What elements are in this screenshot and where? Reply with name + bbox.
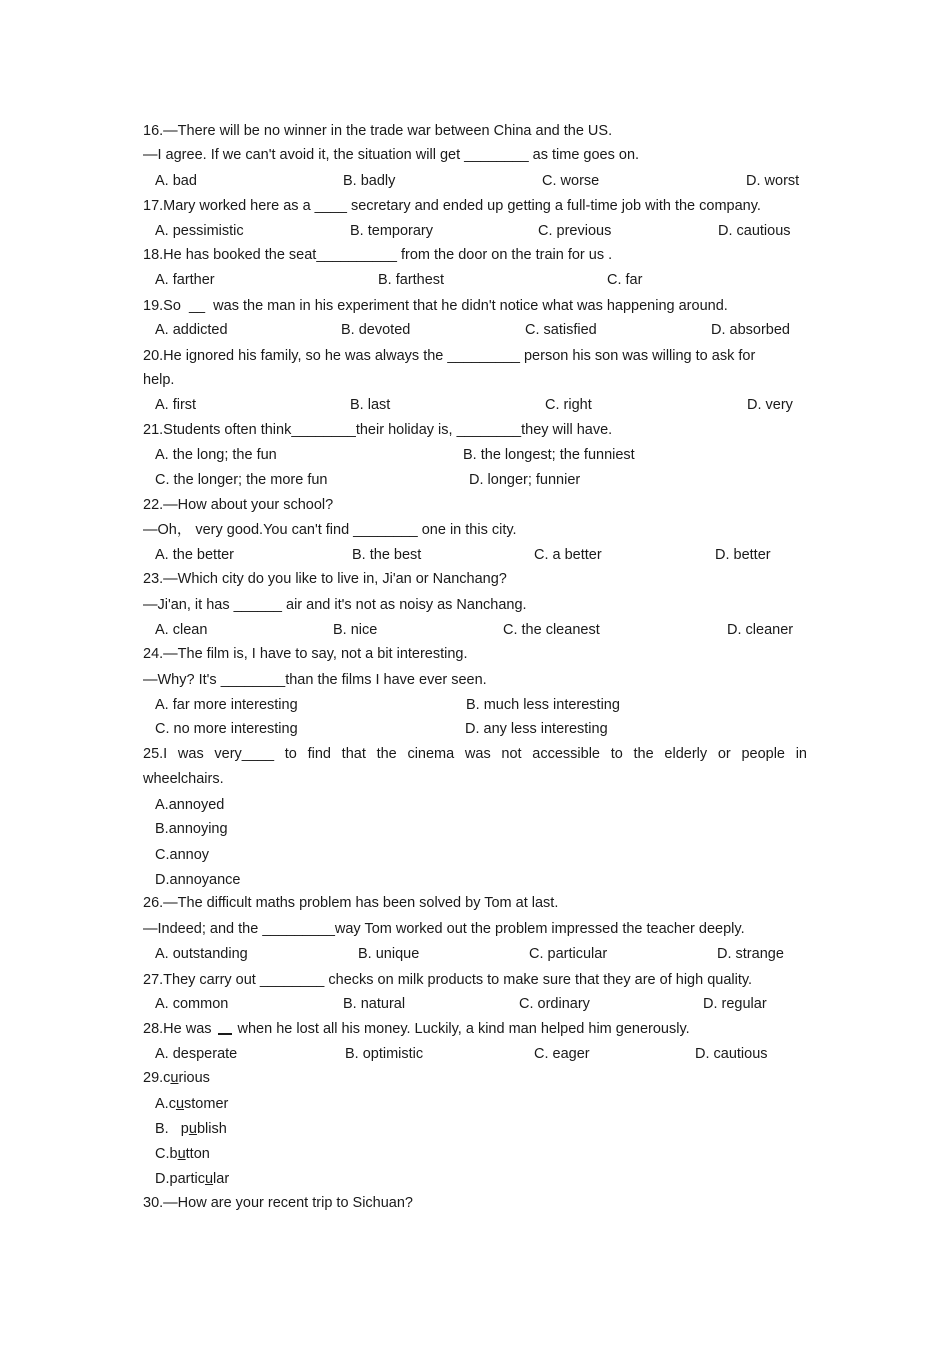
q22-option-b: B. the best [352,547,422,563]
q28-stem [143,1020,690,1038]
q24-reply: —Why? It's ________than the films I have ever seen. [143,672,487,688]
q22-stem: 22.—How about your school? [143,497,334,513]
q25-option-d: D.annoyance [155,872,241,888]
q18-stem: 18.He has booked the seat__________ from the door on the train for us . [143,247,613,263]
q29-stem-underlined: u [170,1070,179,1086]
q22-option-a: A. the better [155,547,234,563]
q29-stem-post: rious [178,1070,210,1086]
q29-option-a-pre: A.c [155,1096,176,1112]
q25-option-a: A.annoyed [155,797,225,813]
q20-stem: 20.He ignored his family, so he was always the _________ person his son was willing to ask for [143,348,756,364]
q23-option-b: B. nice [333,622,378,638]
q26-reply: —Indeed; and the _________way Tom worked out the problem impressed the teacher deeply. [143,921,745,937]
q27-stem: 27.They carry out ________ checks on milk products to make sure that they are of high quality. [143,972,753,988]
q28-blank [218,1033,232,1035]
q29-option-d [155,1170,229,1188]
q24-option-a: A. far more interesting [155,697,298,713]
q16-option-c: C. worse [542,173,600,189]
q18-option-c: C. far [607,272,643,288]
q25-stem: 25.I was very____ to find that the cinema was not accessible to the elderly or people in [143,746,807,762]
q22-reply: —Oh， very good.You can't find ________ one in this city. [143,522,517,538]
q27-option-c: C. ordinary [519,996,590,1012]
q29-option-d-pre: D.partic [155,1171,205,1187]
q18-option-b: B. farthest [378,272,445,288]
q24-stem: 24.—The film is, I have to say, not a bit interesting. [143,646,468,662]
q16-reply: —I agree. If we can't avoid it, the situation will get ________ as time goes on. [143,147,640,163]
q17-option-d: D. cautious [718,223,791,239]
q19-option-b: B. devoted [341,322,411,338]
q25-option-c: C.annoy [155,847,210,863]
q19-option-d: D. absorbed [711,322,790,338]
q25-stem-cont: wheelchairs. [143,771,224,787]
q23-option-c: C. the cleanest [503,622,600,638]
q21-option-b: B. the longest; the funniest [463,447,635,463]
q21-option-d: D. longer; funnier [469,472,581,488]
q29-option-c-post: tton [185,1146,210,1162]
q19-option-a: A. addicted [155,322,228,338]
q29-option-b-post: blish [196,1121,227,1137]
q28-stem-before: 28.He was [143,1021,212,1037]
q23-reply: —Ji'an, it has ______ air and it's not as noisy as Nanchang. [143,597,527,613]
q16-option-a: A. bad [155,173,197,189]
q26-stem: 26.—The difficult maths problem has been solved by Tom at last. [143,895,559,911]
q17-option-c: C. previous [538,223,612,239]
q19-option-c: C. satisfied [525,322,597,338]
q16-stem: 16.—There will be no winner in the trade war between China and the US. [143,123,613,139]
q28-option-d: D. cautious [695,1046,768,1062]
q24-option-d: D. any less interesting [465,721,608,737]
q21-option-a: A. the long; the fun [155,447,277,463]
q29-stem [143,1069,210,1087]
q23-stem: 23.—Which city do you like to live in, Ji'an or Nanchang? [143,571,507,587]
q21-stem: 21.Students often think________their holiday is, ________they will have. [143,422,613,438]
q21-option-c: C. the longer; the more fun [155,472,328,488]
q17-option-a: A. pessimistic [155,223,244,239]
q17-option-b: B. temporary [350,223,433,239]
q27-option-a: A. common [155,996,229,1012]
q29-option-a [155,1095,228,1113]
q20-option-d: D. very [747,397,793,413]
q20-stem-cont: help. [143,372,175,388]
q29-option-c-pre: C.b [155,1146,178,1162]
q16-option-d: D. worst [746,173,800,189]
q29-option-a-post: stomer [184,1096,229,1112]
q29-option-d-post: lar [213,1171,230,1187]
q20-option-a: A. first [155,397,197,413]
q17-stem: 17.Mary worked here as a ____ secretary and ended up getting a full-time job with the company. [143,198,761,214]
q19-stem [143,297,728,315]
q29-option-c-underlined: u [177,1146,186,1162]
q26-option-a: A. outstanding [155,946,248,962]
q29-option-b-pre: B. p [155,1121,189,1137]
q28-option-b: B. optimistic [345,1046,424,1062]
q20-option-c: C. right [545,397,592,413]
q29-stem-pre: 29.c [143,1070,171,1086]
q22-option-d: D. better [715,547,771,563]
q29-option-b-underlined: u [188,1121,197,1137]
q29-option-b [155,1120,227,1138]
q25-option-b: B.annoying [155,821,228,837]
q19-blank: __ [188,298,206,314]
q26-option-b: B. unique [358,946,420,962]
q30-stem: 30.—How are your recent trip to Sichuan? [143,1195,413,1211]
q28-option-c: C. eager [534,1046,590,1062]
q20-option-b: B. last [350,397,391,413]
q23-option-d: D. cleaner [727,622,794,638]
q27-option-b: B. natural [343,996,406,1012]
q19-stem-before: 19.So [143,298,181,314]
q19-stem-after: was the man in his experiment that he didn't notice what was happening around. [213,298,728,314]
q29-option-d-underlined: u [204,1171,214,1187]
q24-option-c: C. no more interesting [155,721,298,737]
q26-option-d: D. strange [717,946,784,962]
q26-option-c: C. particular [529,946,608,962]
q18-option-a: A. farther [155,272,215,288]
q29-option-c [155,1145,210,1163]
q28-option-a: A. desperate [155,1046,238,1062]
q29-option-a-underlined: u [175,1096,185,1112]
q27-option-d: D. regular [703,996,767,1012]
q28-stem-after: when he lost all his money. Luckily, a kind man helped him generously. [237,1021,690,1037]
q23-option-a: A. clean [155,622,208,638]
q24-option-b: B. much less interesting [466,697,620,713]
q22-option-c: C. a better [534,547,602,563]
q16-option-b: B. badly [343,173,396,189]
